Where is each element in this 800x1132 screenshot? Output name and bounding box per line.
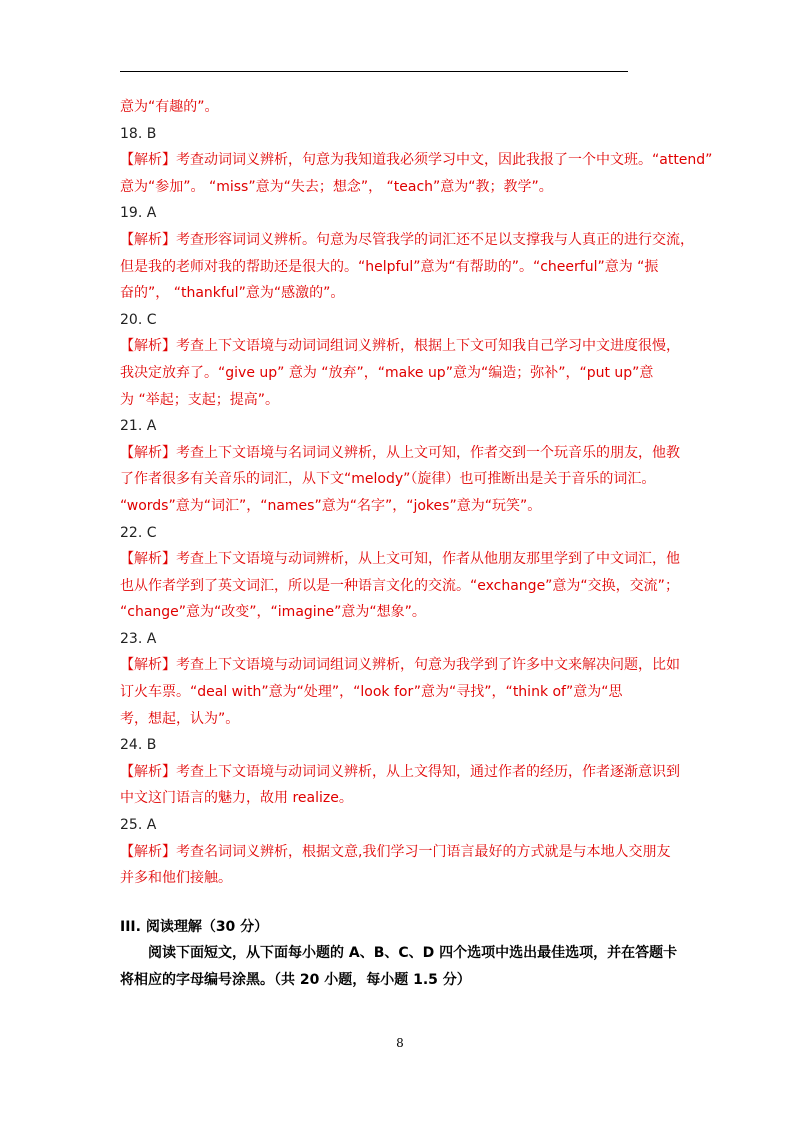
explanation-line: 【解析】考查动词词义辨析，句意为我知道我必须学习中文，因此我报了一个中文班。“attend”: [120, 152, 713, 169]
explanation-line: 考，想起，认为”。: [120, 710, 240, 727]
answer-block: [120, 413, 680, 519]
explanation-line: 但是我的老师对我的帮助还是很大的。“helpful”意为“有帮助的”。“cheerful”意为 “振: [120, 258, 659, 275]
answer-number: 24. B: [120, 737, 157, 754]
answer-number: 18. B: [120, 125, 157, 142]
section-instruction-line-2: 将相应的字母编号涂黑。（共 20 小题，每小题 1.5 分）: [120, 972, 471, 988]
intro-line: 意为“有趣的”。: [120, 99, 219, 115]
explanation-line: 订火车票。“deal with”意为“处理”，“look for”意为“寻找”，“think of”意为“思: [120, 684, 623, 701]
explanation-line: 【解析】考查形容词词义辨析。句意为尽管我学的词汇还不足以支撑我与人真正的进行交流，: [120, 231, 694, 248]
page-number: 8: [396, 1036, 404, 1050]
answer-block: [120, 121, 713, 201]
explanation-line: 【解析】考查上下文语境与动词词义辨析，从上文得知，通过作者的经历，作者逐渐意识到: [120, 763, 680, 780]
explanation-line: 了作者很多有关音乐的词汇，从下文“melody”（旋律）也可推断出是关于音乐的词汇。: [120, 471, 656, 488]
explanation-line: 也从作者学到了英文词汇，所以是一种语言文化的交流。“exchange”意为“交换，交流”；: [120, 577, 679, 594]
answer-block: [120, 520, 680, 626]
explanation-line: “change”意为“改变”，“imagine”意为“想象”。: [120, 604, 426, 621]
answer-block: [120, 812, 680, 892]
explanation-line: 中文这门语言的魅力，故用 realize。: [120, 790, 353, 807]
explanation-line: 【解析】考查上下文语境与动词词组词义辨析，句意为我学到了许多中文来解决问题，比如: [120, 657, 680, 674]
answer-number: 23. A: [120, 630, 157, 647]
answer-number: 22. C: [120, 524, 157, 541]
explanation-line: 【解析】考查上下文语境与名词词义辨析，从上文可知，作者交到一个玩音乐的朋友，他教: [120, 444, 680, 461]
explanation-line: 【解析】考查上下文语境与动词词组词义辨析，根据上下文可知我自己学习中文进度很慢，: [120, 338, 680, 355]
header-rule: [120, 71, 628, 72]
answer-number: 21. A: [120, 418, 157, 435]
answer-number: 19. A: [120, 205, 157, 222]
answer-list: [120, 121, 713, 892]
section-instruction-line-1: 阅读下面短文，从下面每小题的 A、B、C、D 四个选项中选出最佳选项，并在答题卡: [120, 945, 678, 962]
explanation-line: “words”意为“词汇”，“names”意为“名字”，“jokes”意为“玩笑”。: [120, 497, 542, 514]
explanation-line: 【解析】考查上下文语境与动词辨析，从上文可知，作者从他朋友那里学到了中文词汇，他: [120, 551, 680, 568]
explanation-line: 我决定放弃了。“give up” 意为 “放弃”，“make up”意为“编造；弥补”，“put up”意: [120, 364, 654, 381]
answer-block: [120, 732, 680, 812]
section-title: III. 阅读理解（30 分）: [120, 918, 269, 935]
answer-number: 25. A: [120, 817, 157, 834]
answer-block: [120, 200, 694, 306]
explanation-line: 【解析】考查名词词义辨析，根据文意,我们学习一门语言最好的方式就是与本地人交朋友: [120, 843, 671, 860]
explanation-line: 意为“参加”。 “miss”意为“失去；想念”， “teach”意为“教；教学”。: [120, 178, 553, 195]
answer-block: [120, 626, 680, 732]
explanation-line: 为 “举起；支起；提高”。: [120, 391, 279, 408]
explanation-line: 奋的”， “thankful”意为“感激的”。: [120, 285, 345, 302]
answer-block: [120, 307, 680, 413]
explanation-line: 并多和他们接触。: [120, 870, 232, 887]
answer-content: [120, 94, 713, 994]
answer-number: 20. C: [120, 311, 157, 328]
